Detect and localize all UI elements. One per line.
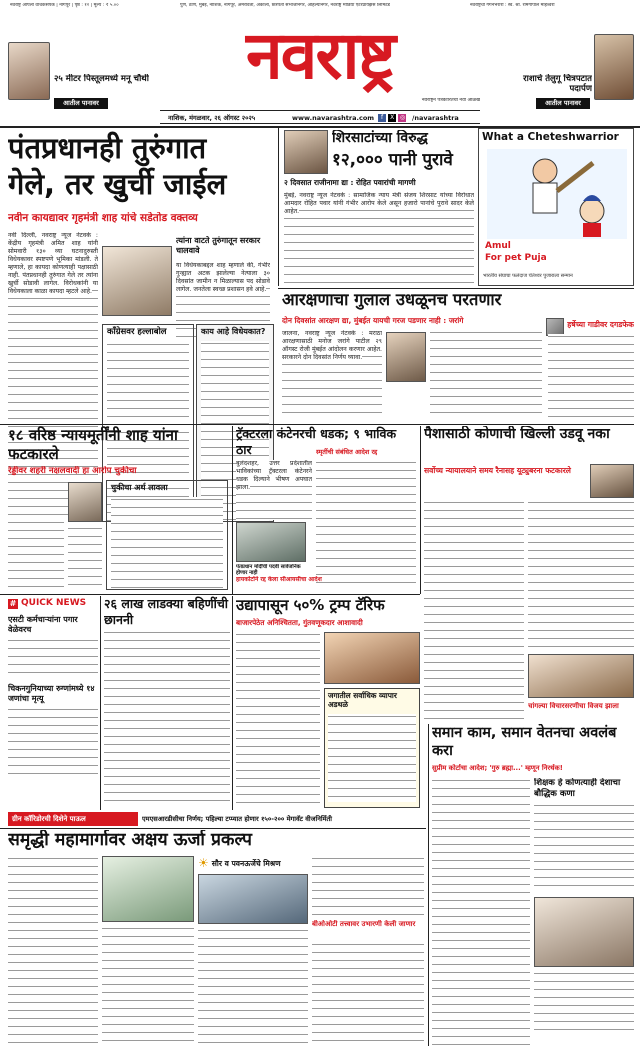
website[interactable]: www.navarashtra.com [292, 114, 375, 122]
dateline: नाशिक, मंगळवार, २६ ऑगस्ट २०२५ [168, 114, 256, 122]
lead-body-mid-text: या विधेयकाबद्दल शाह म्हणाले की, गंभीर गुन्ह्यात अटक झालेल्या नेत्याला ३० दिवसांत जामीन न मिळाल्यास पद सोडावे लागेल. जनतेला स्वच्छ प्रशासन हवे आहे. [176, 262, 270, 294]
topline-founder: नवराष्ट्रची गगनभरारी : स्व. श्री. रामगोपाल माहेश्वरी [470, 3, 555, 8]
left-promo-button[interactable]: आतील पानावर [54, 98, 108, 109]
equal-pay-headline: समान काम, समान वेतनचा अवलंब करा [432, 725, 617, 760]
lead-body-left [8, 232, 98, 522]
samruddhi-box-title: सौर व पवनऊर्जेचे मिश्रण [211, 858, 281, 868]
reservation-subhead: दोन दिवसांत आरक्षण द्या, मुंबईत यायची गरज पडणार नाही : जरांगे [282, 316, 464, 325]
judges-body-2 [68, 526, 102, 590]
money-body-2 [528, 500, 634, 650]
cricketer-illustration [487, 149, 627, 239]
equal-pay-side-box [534, 778, 634, 1046]
money-headline: पैशासाठी कोणाची खिल्ली उडवू नका [424, 426, 610, 442]
modi-degree-box-title: स्मृतींची संबंधित आदेश रद्द [316, 448, 416, 458]
cartoon-brand: Amul [485, 241, 511, 251]
trump-photo [324, 632, 420, 684]
modi-degree-story [236, 576, 416, 592]
topline-left: नवराष्ट्र आपला वाचकसंपर्क | नागपूर | पृष्ठ : १२ | मूल्य : ₹ ५.०० [10, 3, 119, 8]
facebook-icon[interactable]: f [378, 114, 386, 122]
modi-degree-headline: पंतप्रधान मोदींची पदवी सार्वजनिक होणार नाही [236, 564, 306, 576]
left-promo-text: २५ मीटर पिस्तूलमध्ये मनू चौथी [54, 74, 149, 84]
tractor-body-text: बुलंदशहर, उत्तर प्रदेशातील भाविकांच्या ट्रॅक्टरला कंटेनरने धडक दिल्याने भीषण अपघात झाला. [236, 460, 312, 492]
reservation-headline: आरक्षणाचा गुलाल उधळूनच परतणार [282, 290, 502, 309]
samruddhi-headline: समृद्धी महामार्गावर अक्षय ऊर्जा प्रकल्प [8, 830, 252, 850]
shirsat-kicker: शिरसाटांच्या विरुद्ध [332, 130, 428, 146]
mini-row-right: एमएसआरडीसीचा निर्णय; पहिल्या टप्प्यात होणार १५०-२०० मेगावॅट वीजनिर्मिती [142, 815, 333, 823]
trump-side-title: जगातील सर्वाधिक व्यापार अडथळे [328, 691, 397, 710]
equal-pay-body [432, 778, 530, 1046]
lead-subhead: नवीन कायद्यावर गृहमंत्री शाह यांचे सडेतोड वक्तव्य [8, 212, 198, 224]
quick-news-panel [8, 598, 98, 808]
instagram-icon[interactable]: ◎ [399, 114, 406, 121]
money-subhead: सर्वोच्च न्यायालयाने समय रैनासह यूट्युबरना फटकारले [424, 466, 571, 475]
reservation-body [282, 330, 382, 420]
right-promo-button[interactable]: आतील पानावर [536, 98, 590, 109]
modi-degree-kicker-text: हायकोर्टाने रद्द केला सीआयसीचा आदेश [236, 576, 322, 583]
lead-box-bill-title: काय आहे विधेयकात? [201, 327, 266, 336]
tractor-accident-photo [236, 522, 306, 562]
topline-editions: पुणे, ठाणे, मुंबई, नाशिक, नागपूर, अमरावती, अकोला, छत्रपती संभाजीनगर, अहिल्यानगर, नवराष्ट्र मीडिया एंटरप्रायझेस लिमिटेड [180, 3, 390, 8]
lead-box-congress-title: कॉंग्रेसवर हल्लाबोल [107, 327, 167, 337]
lead-body-left-text: नवी दिल्ली, नवराष्ट्र न्यूज नेटवर्क : केंद्रीय गृहमंत्री अमित शाह यांनी सोमवारी १३० व्या घटनादुरुस्ती विधेयकावर स्पष्टपणे भूमिका मांडली. ते म्हणाले, हा कायदा कोणत्याही पक्षासाठी नाही. पंतप्रधानही तुरुंगात गेले तर त्यांना खुर्ची सोडावी लागेल. विरोधकांनी या विधेयकाला काळा कायदा म्हटले आहे. [8, 232, 98, 296]
cartoon-slogan: For pet Puja [485, 253, 547, 263]
lead-headline-line2: गेले, तर खुर्ची जाईल [8, 167, 227, 201]
dateline-bar [160, 110, 480, 124]
shirsat-headline: १२,००० पानी पुरावे [332, 150, 453, 170]
shirsat-body [284, 192, 474, 286]
trump-body [236, 632, 320, 808]
samruddhi-body [8, 856, 98, 1046]
samay-raina-photo [590, 464, 634, 498]
topline [0, 0, 640, 12]
quick-news-icon: # [9, 598, 17, 608]
trump-subhead: बाजारपेठेत अनिश्चितता, गुंतवणूकदार आशावादी [236, 618, 363, 627]
shirsat-subhead: २ दिवसात राजीनामा द्या : रोहित पवारांची मागणी [284, 178, 416, 187]
ladki-body [104, 630, 230, 808]
tractor-body [236, 460, 312, 520]
right-promo-photo [594, 34, 634, 100]
judges-body [8, 480, 64, 590]
tractor-headline: ट्रॅक्टरला कंटेनरची धडक; ९ भाविक ठार [236, 426, 397, 457]
quick-news-item2-title: चिकनगुनियाच्या रुग्णांमध्ये १४ जणांचा मृत्यू [8, 684, 95, 704]
cartoon-title: What a Cheteshwarrior [482, 131, 619, 143]
amul-cartoon [478, 128, 634, 286]
supreme-court-photo [528, 654, 634, 698]
mini-row-left: ग्रीन कॉरिडोरची दिशेने पाऊल [8, 812, 138, 826]
quick-news-label-text: QUICK NEWS [21, 598, 87, 608]
amit-shah-photo [102, 246, 172, 316]
social-icons[interactable] [378, 113, 406, 122]
judges-box-title: चुकीचा अर्थ लावला [111, 483, 168, 492]
money-body [424, 500, 524, 720]
shirsat-body-text: मुंबई, नवराष्ट्र न्यूज नेटवर्क : सामाजिक न्याय मंत्री संजय शिरसाट यांच्या विरोधात आमदार रोहित पवार यांनी गंभीर आरोप केले असून हजारो पानांचे पुरावे सादर केले आहेत. [284, 192, 474, 216]
jarange-photo [386, 332, 426, 382]
harshe-headline: हर्षेच्या गाडीवर दगडफेक [567, 320, 634, 329]
teacher-photo [534, 897, 634, 967]
social-handle[interactable]: /navarashtra [412, 114, 459, 122]
quick-news-label [8, 598, 98, 609]
harshe-body [548, 334, 634, 420]
trump-headline: उद्यापासून ५०% ट्रम्प टॅरिफ [236, 596, 385, 614]
lead-photo-caption: त्यांना वाटते तुरुंगातून सरकार चालवावे [176, 236, 261, 255]
samruddhi-map-photo [102, 856, 194, 922]
samruddhi-body-3 [312, 856, 424, 916]
samruddhi-sub-box-title: बीओओटी तत्त्वावर उभारणी केली जाणार [312, 920, 416, 928]
left-promo-photo [8, 42, 50, 100]
reservation-body-text: जालना, नवराष्ट्र न्यूज नेटवर्क : मराठा आरक्षणासाठी मनोज जरांगे पाटील २९ ऑगस्ट रोजी मुंबईत आंदोलन करणार आहेत. सरकारने दोन दिवसांत निर्णय घ्यावा. [282, 330, 382, 362]
judges-subhead: रेड्डीवर शहरी नक्षलवादी हा आरोप चुकीचा [8, 466, 137, 476]
solar-wind-icon: ☀ [198, 856, 209, 870]
samruddhi-body-2 [102, 926, 194, 1046]
judges-box [106, 480, 228, 590]
highway-photo [198, 874, 308, 924]
equal-pay-side-headline: शिक्षक हे कोणत्याही देशाचा बौद्धिक कणा [534, 778, 621, 799]
equal-pay-subhead: सुप्रीम कोर्टाचा आदेश; 'गुरु ब्रह्मा...' म्हणून निरर्थक! [432, 764, 563, 772]
money-box-title: चांगल्या विचारसरणीचा विजय झाला [528, 702, 619, 710]
right-promo-text: राशाचे तेलुगू चित्रपटात पदार्पण [523, 74, 592, 95]
x-icon[interactable]: X [390, 114, 395, 121]
cartoon-drawing [487, 149, 627, 239]
samruddhi-solar-box [198, 856, 308, 1046]
masthead-tagline: नवराष्ट्रने पत्रकारितेची नवी ओळख [421, 98, 480, 103]
rohit-pawar-photo [284, 130, 328, 174]
ladki-headline: २६ लाख लाडक्या बहिणींची छाननी [104, 596, 229, 627]
masthead-title: नवराष्ट्र [246, 17, 394, 94]
samruddhi-body-4 [312, 942, 424, 1046]
trump-side-box [324, 688, 420, 808]
judges-headline: १८ वरिष्ठ न्यायमूर्तींनी शाह यांना फटकारले [8, 426, 178, 463]
judge-photo [68, 482, 102, 522]
lead-headline-line1: पंतप्रधानही तुरुंगात [8, 131, 207, 165]
reservation-body-2 [430, 330, 542, 420]
quick-news-item1-title: एसटी कर्मचाऱ्यांना पगार वेळेवरच [8, 615, 78, 635]
tractor-body-2 [316, 460, 416, 590]
cartoon-caption: भारतीय संघाचा फलंदाज चेतेश्वर पुजाराला सन्मान [483, 273, 573, 279]
